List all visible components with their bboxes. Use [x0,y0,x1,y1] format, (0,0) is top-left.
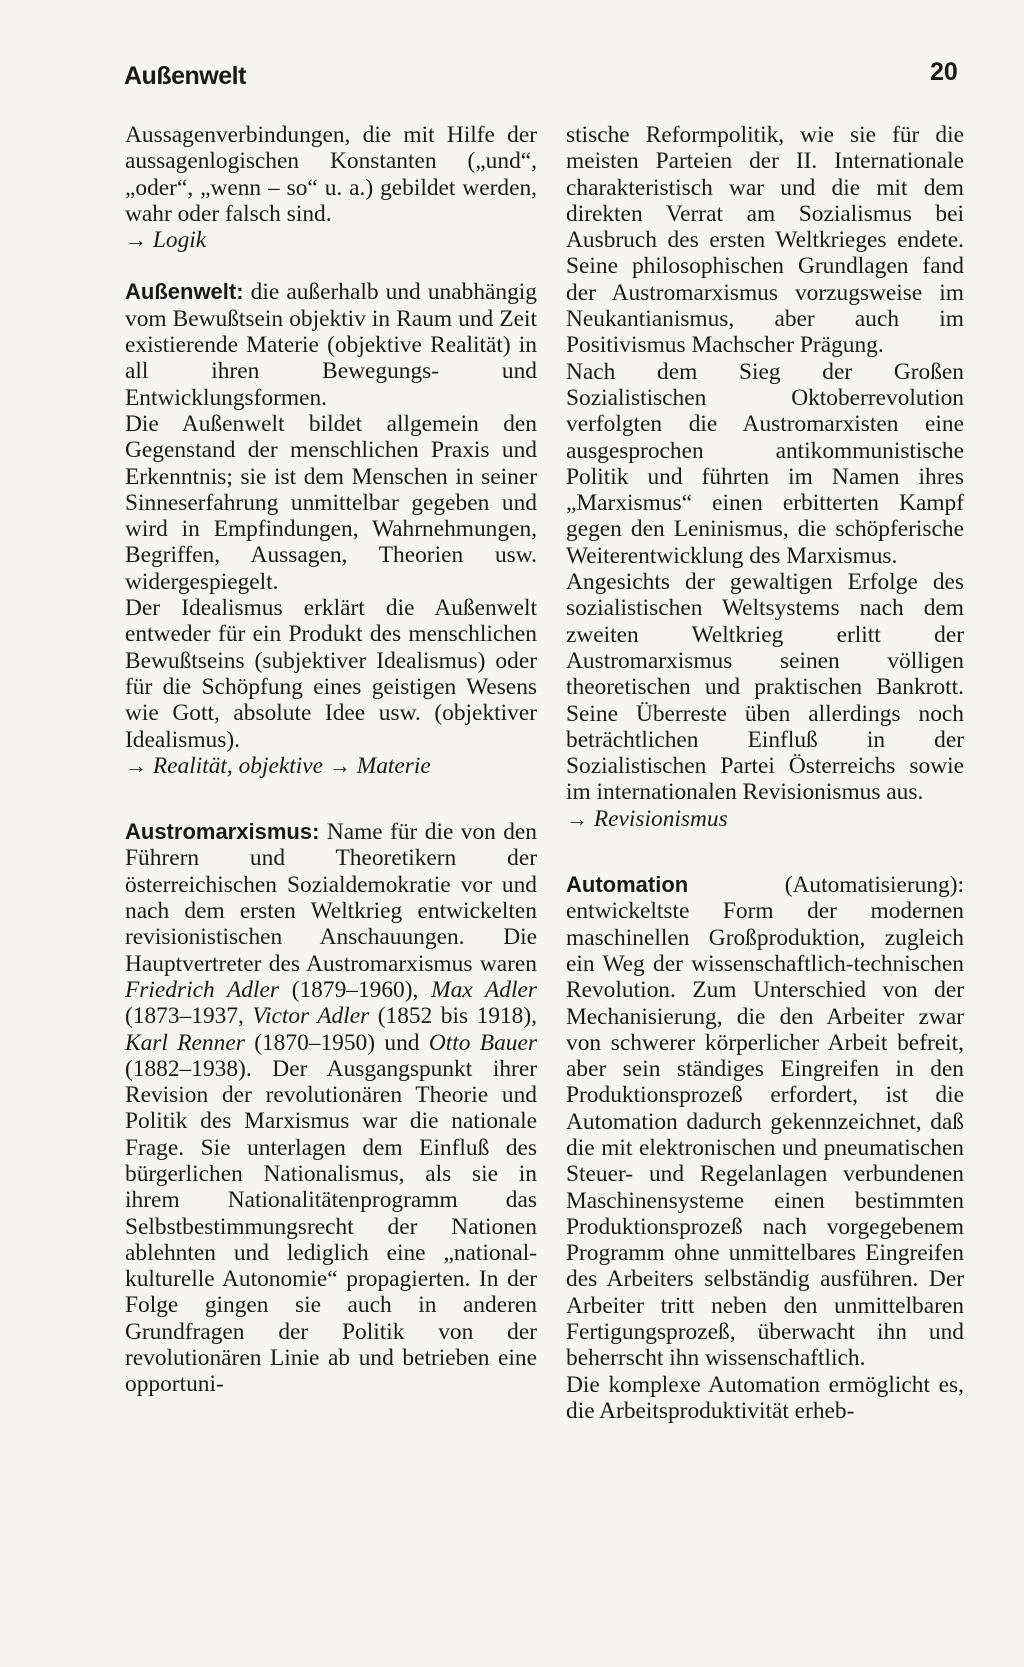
entry-text: (Automatisierung): entwickeltste Form der modernen maschinellen Großproduktion, zugleich ein Weg der wissenschaftlich-technischen Revolution. Zum Unterschied von der Mechanisierung, die den Arbeiter zwar von schwerer körperlicher Arbeit befreit, aber sein ständiges Eingreifen in den Produktionsprozeß erfordert, ist die Automation dadurch gekennzeichnet, daß die mit elektronischen und pneumatischen Steuer- und Regelanlagen verbundenen Maschinensysteme einen bestimmten Produktionsprozeß nach vorgegebenem Programm ohne unmittelbares Eingreifen des Arbeiters selbständig ausführen. Der Arbeiter tritt neben den unmittelbaren Fertigungsprozeß, überwacht ihn und beherrscht ihn wissenschaftlich. [566,872,964,1372]
cross-reference [566,806,964,832]
xref-revisionismus[interactable]: Revisionismus [593,805,728,832]
running-head: Außenwelt [124,62,246,90]
continuation-text: Aussagenverbindungen, die mit Hilfe der aussagenlogischen Konstanten („und“, „oder“, „wenn – so“ u. a.) gebildet werden, wahr oder falsch sind. [125,122,537,227]
entry-paragraph: Nach dem Sieg der Großen Sozialistischen Oktoberrevolution verfolgten die Austromarxisten eine ausgesprochen antikommunistische Politik und führten im Namen ihres „Marxismus“ einen erbitterten Kampf gegen den Leninismus, die schöpferische Weiterentwicklung des Marxismus. [566,358,964,569]
xref-materie[interactable]: Materie [356,752,431,779]
headword-austromarxismus: Austromarxismus: [125,819,320,845]
entry-aussenwelt [125,279,537,410]
entry-text: Name für die von den Führern und Theoretikern der österreichischen Sozialdemokratie vor und nach dem ersten Weltkrieg entwickelten revisionistischen Anschauungen. Die Hauptvertreter des Austromarxismus waren [125,819,537,977]
entry-austromarxismus [125,819,537,1398]
person-name: Friedrich Adler [125,976,279,1003]
cross-reference [125,753,537,779]
headword-aussenwelt: Außenwelt: [125,279,244,305]
entry-paragraph: Angesichts der gewaltigen Erfolge des sozialistischen Weltsystems nach dem zweiten Weltkrieg erlitt der Austromarxismus seinen völligen theoretischen und praktischen Bankrott. Seine Überreste üben allerdings noch beträchtlichen Einfluß in der Sozialistischen Partei Österreichs sowie im internationalen Revisionismus aus. [566,569,964,806]
cross-reference [125,227,537,253]
entry-text: die außerhalb und unabhängig vom Bewußtsein objektiv in Raum und Zeit existierende Materie (objektive Realität) in all ihren Bewegungs- und Entwicklungsformen. [125,279,537,411]
entry-automation [566,872,964,1372]
arrow-icon: → [125,752,147,778]
entry-text: (1879–1960), [291,976,419,1003]
entry-text: (1870–1950) und [254,1029,420,1056]
entry-text: (1882–1938). Der Ausgangspunkt ihrer Revision der revolutionären Theorie und Politik des Marxismus war die nationale Frage. Sie unterlagen dem Einfluß des bürgerlichen Nationalismus, als sie in ihrem Nationalitätenprogramm das Selbstbestimmungsrecht der Nationen ablehnten und lediglich eine „national-kulturelle Autonomie“ propagierten. In der Folge gingen sie auch in anderen Grundfragen der Politik von der revolutionären Linie ab und betrieben eine opportuni- [125,1055,537,1398]
arrow-icon: → [566,805,588,831]
page-number: 20 [930,58,958,86]
headword-automation: Automation [566,872,689,898]
entry-paragraph: Die Außenwelt bildet allgemein den Gegenstand der menschlichen Praxis und Erkenntnis; sie ist dem Menschen in seiner Sinneserfahrung unmittelbar gegeben und wird in Empfindungen, Wahrnehmungen, Begriffen, Aussagen, Theorien usw. widergespiegelt. [125,410,537,595]
person-name: Max Adler [431,976,537,1003]
left-column [125,122,537,1398]
person-name: Karl Renner [125,1029,245,1056]
entry-paragraph: stische Reformpolitik, wie sie für die meisten Parteien der II. Internationale charakteristisch war und die mit dem direkten Verrat am Sozialismus bei Ausbruch des ersten Weltkrieges endete. Seine philosophischen Grundlagen fand der Austromarxismus vorzugsweise im Neukantianismus, aber auch im Positivismus Machscher Prägung. [566,122,964,359]
xref-realitaet[interactable]: Realität, objektive [152,752,324,779]
arrow-icon: → [328,752,351,778]
entry-paragraph: Der Idealismus erklärt die Außenwelt entweder für ein Produkt des menschlichen Bewußtseins (subjektiver Idealismus) oder für die Schöpfung eines geistigen Wesens wie Gott, absolute Idee usw. (objektiver Idealismus). [125,595,537,753]
person-name: Victor Adler [252,1003,370,1030]
person-name: Otto Bauer [428,1029,537,1056]
entry-text: (1852 bis 1918), [377,1003,538,1030]
entry-paragraph: Die komplexe Automation ermöglicht es, die Arbeitsproduktivität erheb- [566,1371,964,1424]
xref-logik[interactable]: Logik [152,227,207,254]
arrow-icon: → [125,227,147,253]
entry-text: (1873–1937, [125,1003,244,1030]
right-column [566,122,964,1424]
